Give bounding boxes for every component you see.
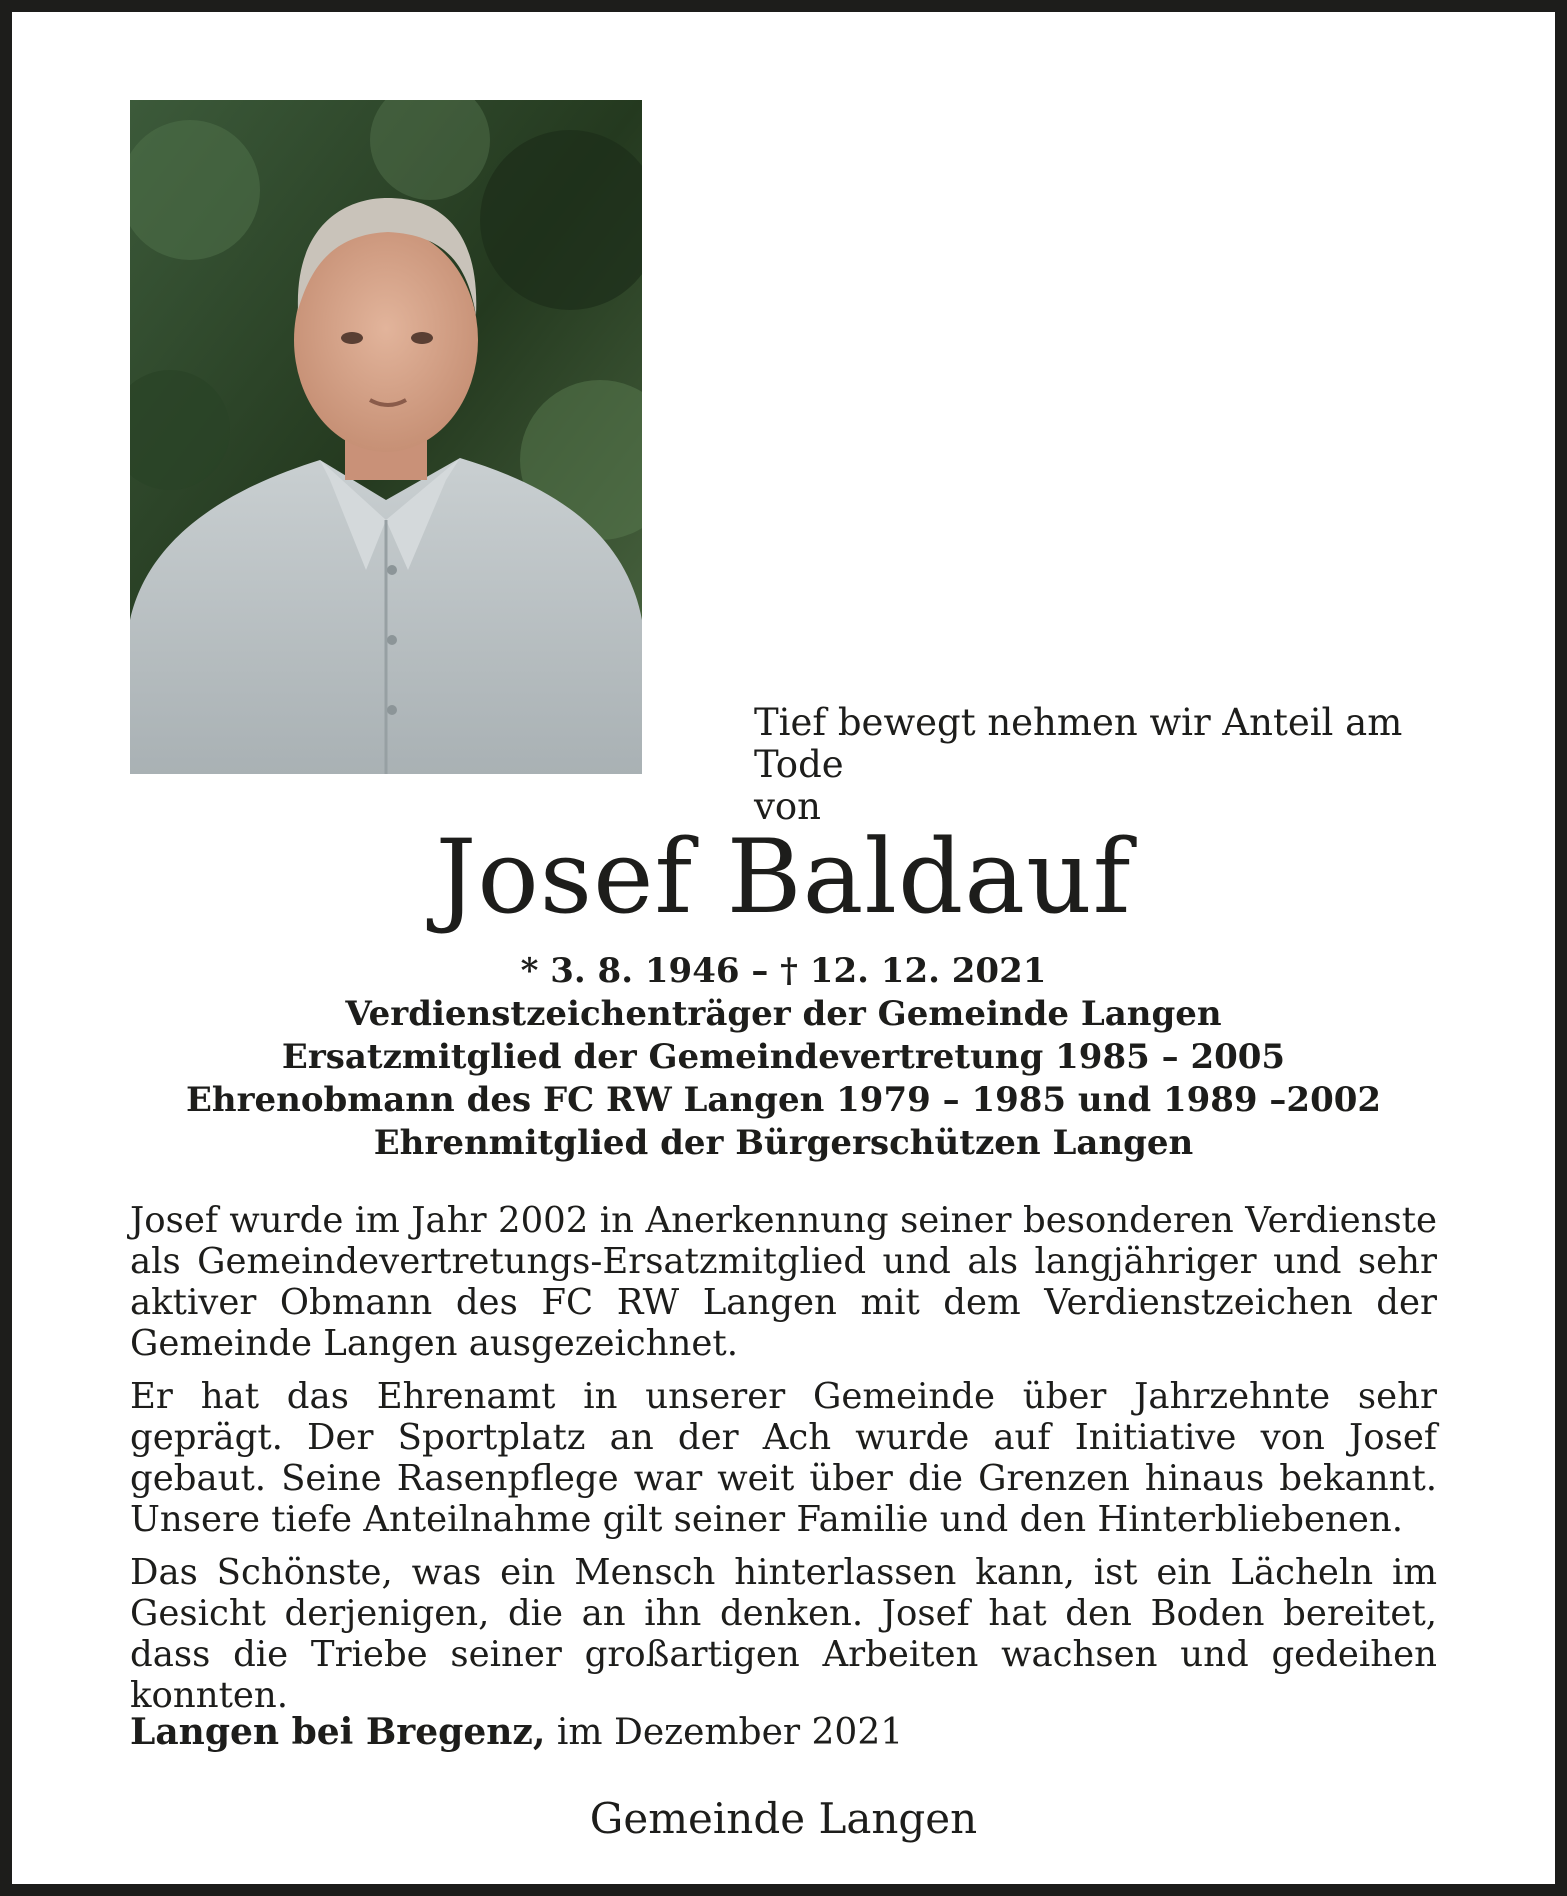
honor-line: Ehrenmitglied der Bürgerschützen Langen [373, 1123, 1194, 1163]
life-dates: * 3. 8. 1946 – † 12. 12. 2021 [520, 951, 1047, 991]
place-date-line [130, 1710, 1430, 1755]
portrait-photo-icon [130, 100, 642, 774]
body-paragraph: Das Schönste, was ein Mensch hinterlassen kann, ist ein Lächeln im Gesicht derjenigen, die an ihn denken. Josef hat den Boden bereitet, dass die Triebe seiner großartigen Arbeiten wachsen und gedeihen konnten. [130, 1552, 1437, 1716]
place-name: Langen bei Bregenz, [130, 1711, 546, 1753]
portrait-photo [130, 100, 642, 774]
intro-line-2: von [754, 785, 822, 828]
body-paragraph: Josef wurde im Jahr 2002 in Anerkennung seiner besonderen Verdienste als Gemeindevertretungs-Ersatzmitglied und als langjähriger und sehr aktiver Obmann des FC RW Langen mit dem Verdienstzeichen der Gemeinde Langen ausgezeichnet. [130, 1200, 1437, 1364]
body-paragraph: Er hat das Ehrenamt in unserer Gemeinde über Jahrzehnte sehr geprägt. Der Sportplatz an der Ach wurde auf Initiative von Josef gebaut. Seine Rasenpflege war weit über die Grenzen hinaus bekannt. Unsere tiefe Anteilnahme gilt seiner Familie und den Hinterbliebenen. [130, 1376, 1437, 1540]
honor-line: Ehrenobmann des FC RW Langen 1979 – 1985 und 1989 –2002 [185, 1080, 1382, 1120]
intro-line-1: Tief bewegt nehmen wir Anteil am Tode [754, 701, 1403, 786]
deceased-name: Josef Baldauf [435, 818, 1132, 937]
honor-line: Verdienstzeichenträger der Gemeinde Langen [345, 994, 1222, 1034]
obituary-body [130, 1200, 1437, 1728]
sender-name: Gemeinde Langen [589, 1794, 978, 1843]
honors-block [0, 950, 1567, 1165]
intro-text [754, 702, 1454, 828]
date-text: im Dezember 2021 [556, 1712, 904, 1753]
honor-line: Ersatzmitglied der Gemeindevertretung 1985 – 2005 [281, 1037, 1286, 1077]
